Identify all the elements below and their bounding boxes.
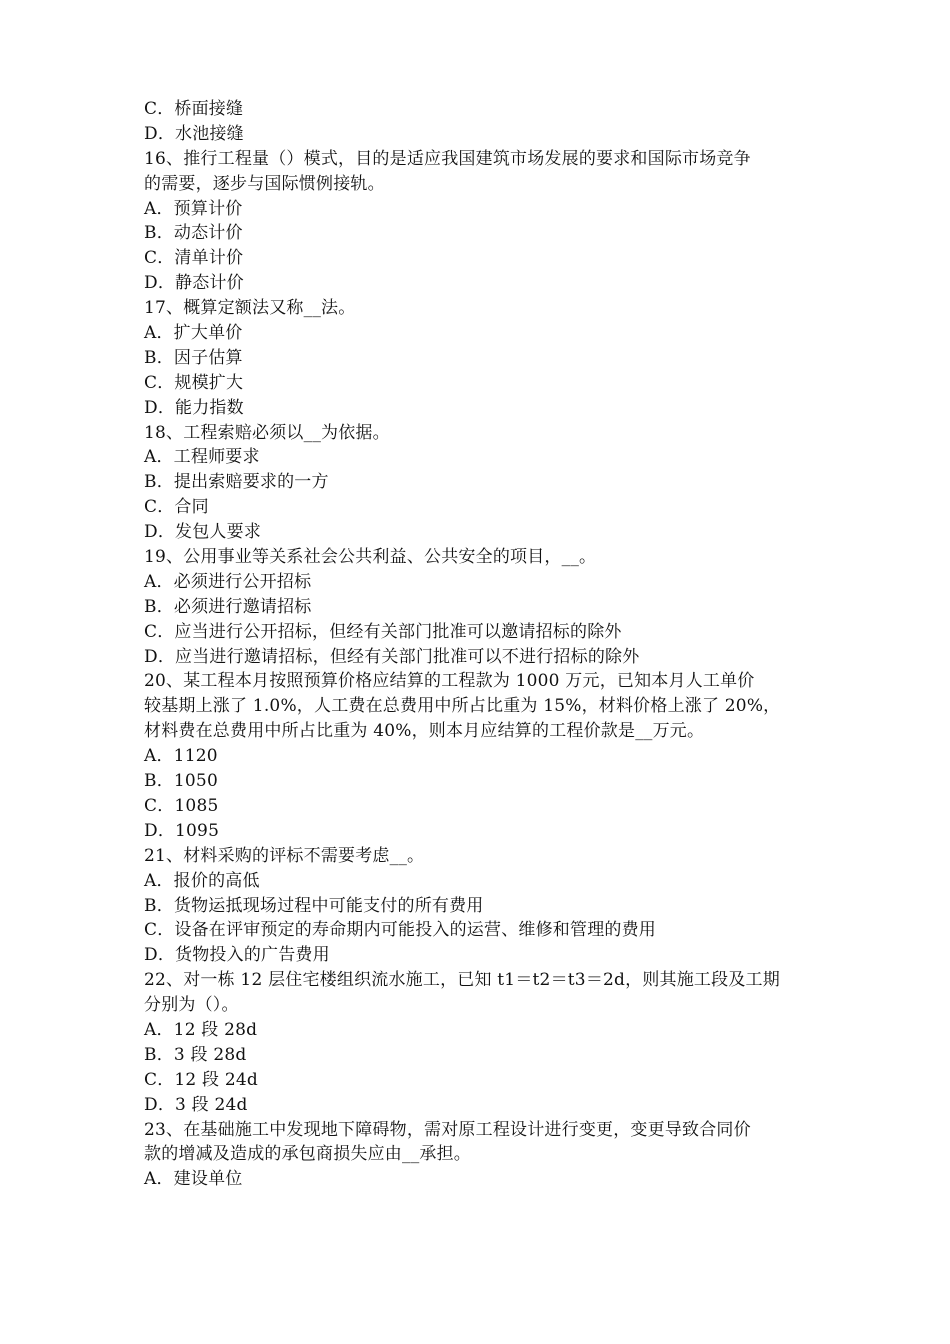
question-stem-line: 较基期上涨了 1.0%，人工费在总费用中所占比重为 15%，材料价格上涨了 20%， — [144, 696, 781, 717]
question-list — [144, 147, 816, 1192]
option-line: C．合同 — [144, 497, 209, 518]
option-line: C．设备在评审预定的寿命期内可能投入的运营、维修和管理的费用 — [144, 920, 657, 941]
option-line: B．3 段 28d — [144, 1044, 247, 1065]
option-line: D．水池接缝 — [144, 123, 244, 144]
question-stem-line: 21、材料采购的评标不需要考虑__。 — [144, 845, 425, 866]
option-line: B．动态计价 — [144, 223, 243, 244]
question-stem-line: 18、工程索赔必须以__为依据。 — [144, 422, 390, 443]
option-line: B．提出索赔要求的一方 — [144, 472, 329, 493]
option-line: D．1095 — [144, 820, 220, 841]
option-line: A．报价的高低 — [144, 870, 260, 891]
option-line: A．预算计价 — [144, 198, 243, 219]
option-line: A．工程师要求 — [144, 447, 260, 468]
question-block — [144, 669, 816, 843]
option-line: C．桥面接缝 — [144, 99, 244, 119]
question-stem-line: 材料费在总费用中所占比重为 40%，则本月应结算的工程价款是__万元。 — [144, 721, 705, 742]
option-line: C．应当进行公开招标，但经有关部门批准可以邀请招标的除外 — [144, 621, 622, 642]
option-line: A．必须进行公开招标 — [144, 571, 312, 592]
question-block — [144, 296, 816, 420]
option-line: D．能力指数 — [144, 397, 244, 418]
question-block — [144, 1118, 816, 1193]
question-stem-line: 22、对一栋 12 层住宅楼组织流水施工，已知 t1＝t2＝t3＝2d，则其施工段及工期 — [144, 970, 780, 991]
question-stem-line: 分别为（）。 — [144, 995, 239, 1016]
question-stem-line: 的需要，逐步与国际惯例接轨。 — [144, 173, 385, 194]
question-stem-line: 20、某工程本月按照预算价格应结算的工程款为 1000 万元，已知本月人工单价 — [144, 671, 755, 692]
option-line: A．12 段 28d — [144, 1019, 258, 1040]
option-line: D．静态计价 — [144, 273, 244, 294]
option-line: C．12 段 24d — [144, 1069, 258, 1090]
option-line: C．规模扩大 — [144, 372, 244, 393]
question-stem-line: 17、概算定额法又称__法。 — [144, 298, 356, 319]
option-line: B．1050 — [144, 771, 218, 792]
option-line: A．建设单位 — [144, 1169, 243, 1190]
option-line: D．发包人要求 — [144, 522, 262, 543]
question-stem-line: 16、推行工程量（）模式，目的是适应我国建筑市场发展的要求和国际市场竞争 — [144, 148, 751, 169]
question-block — [144, 421, 816, 545]
question-block — [144, 968, 816, 1117]
option-line: D．货物投入的广告费用 — [144, 945, 330, 966]
option-line: D．3 段 24d — [144, 1094, 248, 1115]
option-line: A．扩大单价 — [144, 323, 243, 344]
question-block — [144, 545, 816, 669]
option-line: B．货物运抵现场过程中可能支付的所有费用 — [144, 895, 484, 916]
option-line: B．因子估算 — [144, 347, 243, 368]
question-block — [144, 147, 816, 296]
question-stem-line: 款的增减及造成的承包商损失应由__承担。 — [144, 1144, 471, 1165]
option-line: D．应当进行邀请招标，但经有关部门批准可以不进行招标的除外 — [144, 646, 640, 667]
question-stem-line: 19、公用事业等关系社会公共利益、公共安全的项目，__。 — [144, 547, 597, 568]
option-line: C．1085 — [144, 795, 219, 816]
option-line: A．1120 — [144, 746, 218, 767]
option-line: B．必须进行邀请招标 — [144, 596, 312, 617]
question-block — [144, 844, 816, 968]
question-stem-line: 23、在基础施工中发现地下障碍物，需对原工程设计进行变更，变更导致合同价 — [144, 1119, 751, 1140]
option-line: C．清单计价 — [144, 248, 244, 269]
document-page — [144, 97, 816, 1192]
leading-options — [144, 97, 816, 147]
